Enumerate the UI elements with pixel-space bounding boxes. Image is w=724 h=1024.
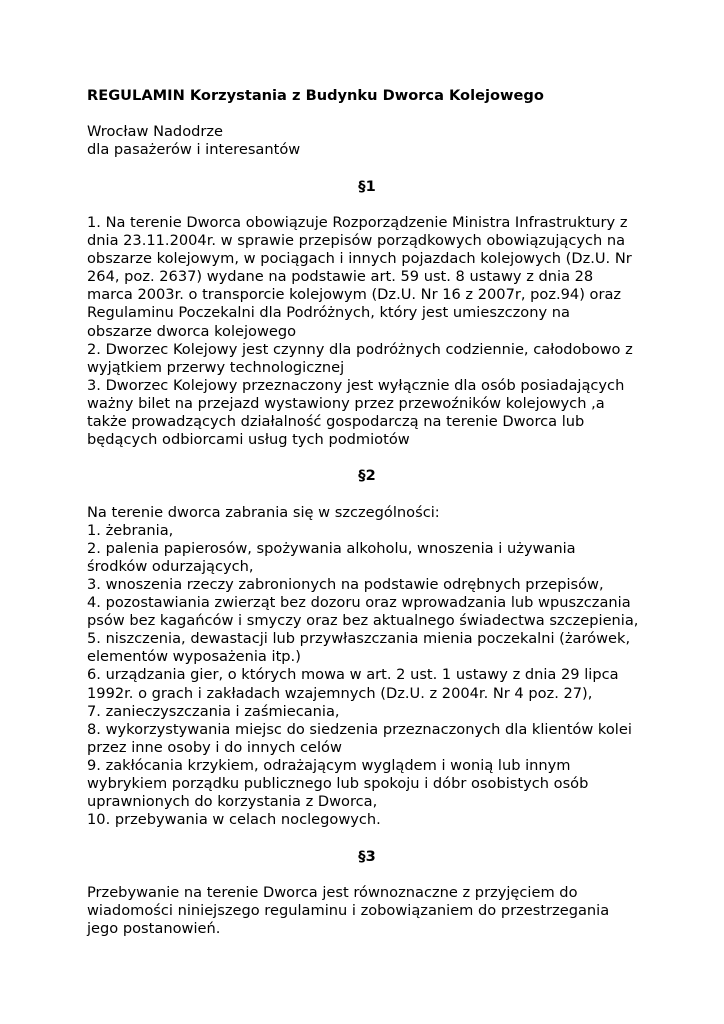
spacer xyxy=(87,829,647,847)
spacer xyxy=(87,449,647,467)
spacer xyxy=(87,485,647,503)
text-line: jego postanowień. xyxy=(87,919,221,937)
spacer xyxy=(87,196,647,214)
text-line: 1. Na terenie Dworca obowiązuje Rozporządzenie Ministra Infrastruktury z xyxy=(87,213,628,231)
list-item: 7. zanieczyszczania i zaśmiecania, xyxy=(87,702,340,720)
text-line: przez inne osoby i do innych celów xyxy=(87,738,342,756)
section-2-body xyxy=(87,504,647,830)
location-line: Wrocław Nadodrze xyxy=(87,123,224,141)
text-line: dnia 23.11.2004r. w sprawie przepisów porządkowych obowiązujących na xyxy=(87,232,626,250)
text-line: 3. Dworzec Kolejowy przeznaczony jest wyłącznie dla osób posiadających xyxy=(87,376,625,394)
section-1-body xyxy=(87,214,647,449)
spacer xyxy=(87,105,647,123)
text-line: środków odurzających, xyxy=(87,557,254,575)
list-item: 9. zakłócania krzykiem, odrażającym wyglądem i wonią lub innym xyxy=(87,756,571,774)
text-line: wyjątkiem przerwy technologicznej xyxy=(87,358,345,376)
section-3-body xyxy=(87,884,647,938)
text-line: psów bez kagańców i smyczy oraz bez aktualnego świadectwa szczepienia, xyxy=(87,612,639,630)
text-line: Przebywanie na terenie Dworca jest równoznaczne z przyjęciem do xyxy=(87,883,578,901)
text-line: 2. Dworzec Kolejowy jest czynny dla podróżnych codziennie, całodobowo z xyxy=(87,340,633,358)
text-line: obszarze dworca kolejowego xyxy=(87,322,297,340)
spacer xyxy=(87,866,647,884)
document-title: REGULAMIN Korzystania z Budynku Dworca Kolejowego xyxy=(87,87,544,104)
text-line: elementów wyposażenia itp.) xyxy=(87,648,301,666)
text-line: marca 2003r. o transporcie kolejowym (Dz.U. Nr 16 z 2007r, poz.94) oraz xyxy=(87,286,622,304)
list-item: 8. wykorzystywania miejsc do siedzenia przeznaczonych dla klientów kolei xyxy=(87,720,632,738)
text-line: Regulaminu Poczekalni dla Podróżnych, który jest umieszczony na xyxy=(87,304,570,322)
section-1-heading: §1 xyxy=(358,177,376,195)
list-item: 4. pozostawiania zwierząt bez dozoru oraz wprowadzania lub wpuszczania xyxy=(87,594,631,612)
text-line: Na terenie dworca zabrania się w szczególności: xyxy=(87,503,440,521)
text-line: ważny bilet na przejazd wystawiony przez przewoźników kolejowych ,a xyxy=(87,394,605,412)
list-item: 2. palenia papierosów, spożywania alkoholu, wnoszenia i używania xyxy=(87,539,576,557)
list-item: 5. niszczenia, dewastacji lub przywłaszczania mienia poczekalni (żarówek, xyxy=(87,630,631,648)
section-3-heading: §3 xyxy=(358,847,376,865)
text-line: uprawnionych do korzystania z Dworca, xyxy=(87,793,378,811)
text-line: także prowadzących działalność gospodarczą na terenie Dworca lub xyxy=(87,412,585,430)
spacer xyxy=(87,159,647,177)
list-item: 3. wnoszenia rzeczy zabronionych na podstawie odrębnych przepisów, xyxy=(87,576,604,593)
text-line: 1992r. o grach i zakładach wzajemnych (Dz.U. z 2004r. Nr 4 poz. 27), xyxy=(87,684,593,702)
text-line: 264, poz. 2637) wydane na podstawie art. 59 ust. 8 ustawy z dnia 28 xyxy=(87,268,594,286)
audience-line: dla pasażerów i interesantów xyxy=(87,141,301,159)
text-line: obszarze kolejowym, w pociągach i innych pojazdach kolejowych (Dz.U. Nr xyxy=(87,250,632,268)
list-item: 6. urządzania gier, o których mowa w art. 2 ust. 1 ustawy z dnia 29 lipca xyxy=(87,666,619,684)
list-item: 10. przebywania w celach noclegowych. xyxy=(87,811,381,829)
text-line: wiadomości niniejszego regulaminu i zobowiązaniem do przestrzegania xyxy=(87,901,610,919)
list-item: 1. żebrania, xyxy=(87,521,174,539)
section-2-heading: §2 xyxy=(358,467,376,485)
document-page xyxy=(87,87,647,938)
text-line: wybrykiem porządku publicznego lub spokoju i dóbr osobistych osób xyxy=(87,775,589,793)
text-line: będących odbiorcami usług tych podmiotów xyxy=(87,431,410,449)
